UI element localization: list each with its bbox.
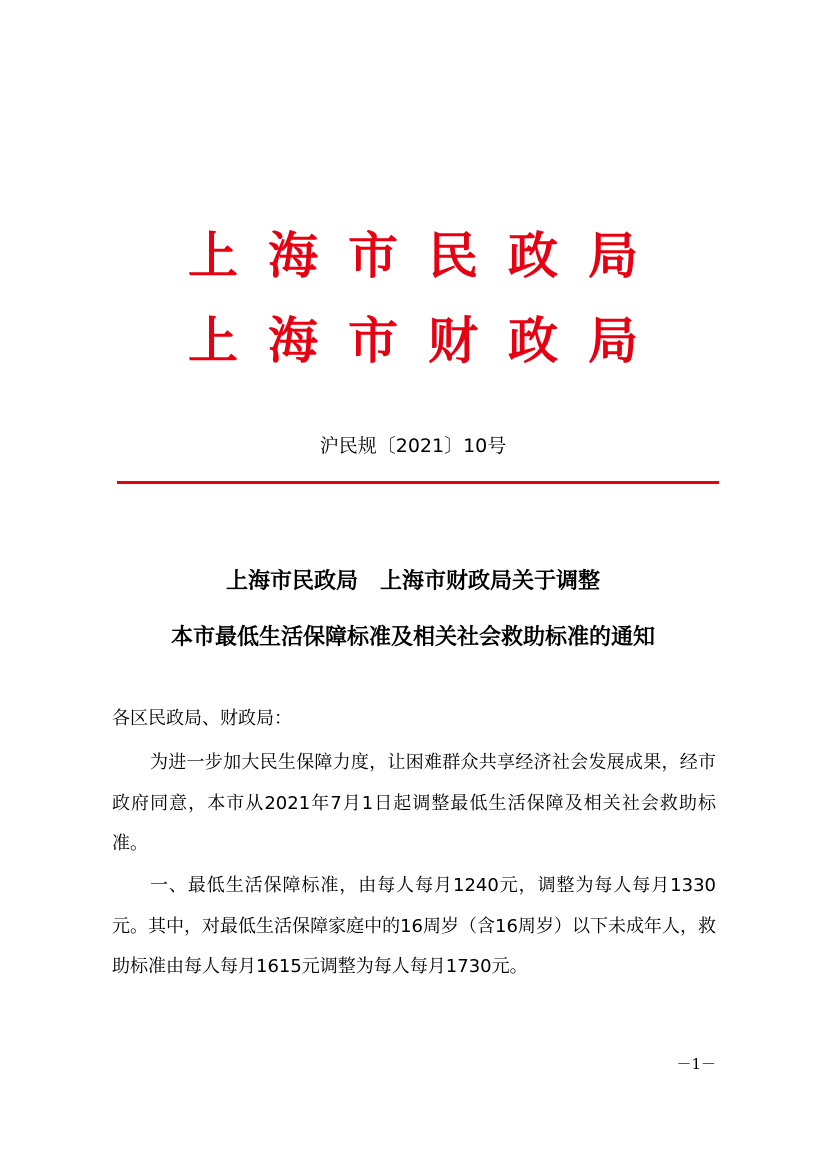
- page-number: －1－: [676, 1055, 716, 1073]
- body-paragraph: 为进一步加大民生保障力度，让困难群众共享经济社会发展成果，经市政府同意，本市从2021年7月1日起调整最低生活保障及相关社会救助标准。: [112, 752, 716, 854]
- body-paragraph: 一、最低生活保障标准，由每人每月1240元，调整为每人每月1330元。其中，对最低生活保障家庭中的16周岁（含16周岁）以下未成年人，救助标准由每人每月1615元调整为每人每月1730元。: [112, 875, 716, 977]
- document-number: 沪民规〔2021〕10号: [319, 435, 507, 457]
- issuer-header-finance: 上海市财政局: [188, 311, 668, 370]
- document-title-line-2: 本市最低生活保障标准及相关社会救助标准的通知: [170, 625, 655, 650]
- issuer-header-civil-affairs: 上海市民政局: [188, 226, 668, 285]
- red-divider: [117, 481, 719, 484]
- addressee: 各区民政局、财政局：: [112, 708, 292, 729]
- document-title-line-1: 上海市民政局 上海市财政局关于调整: [225, 569, 600, 594]
